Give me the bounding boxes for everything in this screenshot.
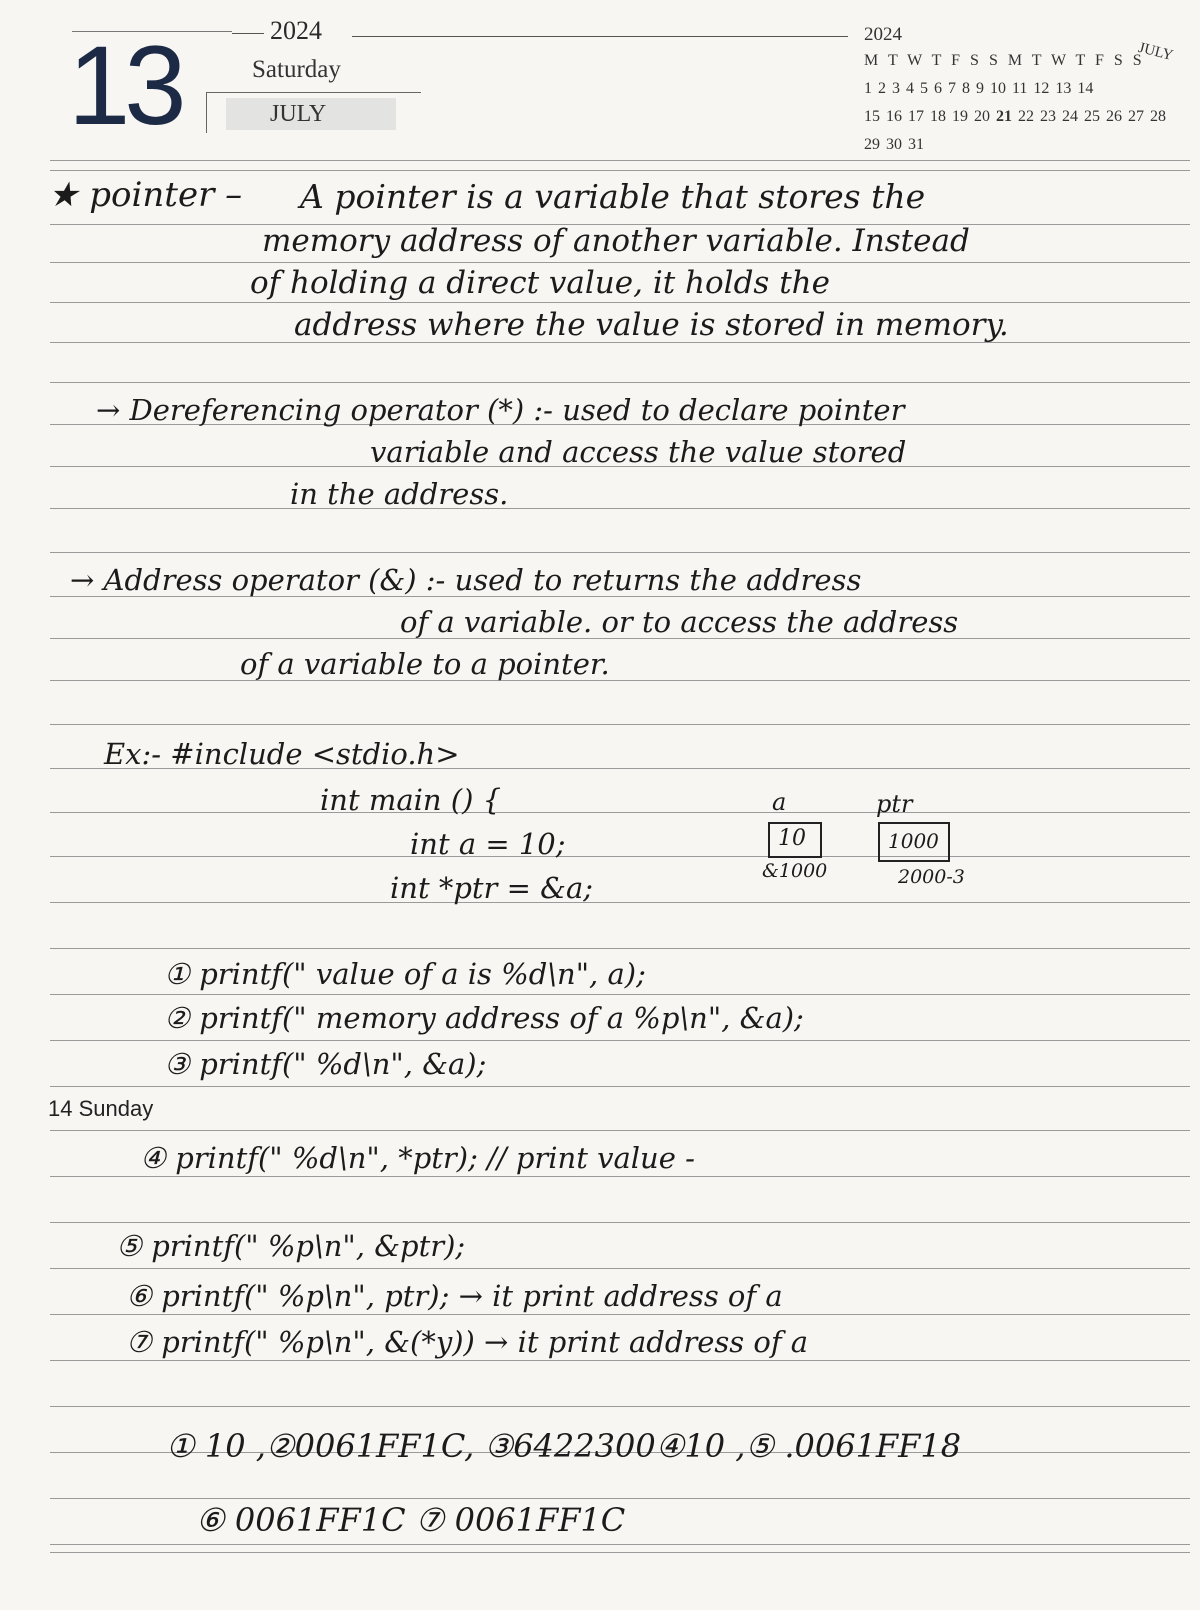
ruled-line bbox=[50, 302, 1190, 303]
ruled-line bbox=[50, 948, 1190, 949]
printf-line: ④ printf(" %d\n", *ptr); // print value - bbox=[140, 1141, 695, 1175]
header-rule bbox=[232, 33, 264, 34]
calendar-day: 21 bbox=[996, 108, 1012, 125]
calendar-day: 2 bbox=[878, 80, 886, 97]
pointer-definition-line: memory address of another variable. Instead bbox=[262, 223, 970, 259]
printf-line: ⑤ printf(" %p\n", &ptr); bbox=[116, 1229, 466, 1263]
ruled-line bbox=[50, 994, 1190, 995]
ruled-line bbox=[50, 1314, 1190, 1315]
ruled-line bbox=[50, 1268, 1190, 1269]
ruled-line bbox=[50, 724, 1190, 725]
ruled-line bbox=[50, 1222, 1190, 1223]
header-weekday: Saturday bbox=[252, 56, 341, 83]
calendar-day: 31 bbox=[908, 136, 924, 153]
memory-address-ptr: 2000-3 bbox=[898, 866, 965, 888]
calendar-day: 16 bbox=[886, 108, 902, 125]
pointer-definition-line: A pointer is a variable that stores the bbox=[300, 177, 926, 216]
ruled-line bbox=[50, 262, 1190, 263]
calendar-day: 12 bbox=[1033, 80, 1050, 97]
calendar-day: 22 bbox=[1018, 108, 1034, 125]
mini-calendar bbox=[864, 20, 1194, 160]
pointer-heading: ★ pointer – bbox=[48, 175, 243, 215]
ruled-line bbox=[50, 856, 1190, 857]
ruled-line bbox=[50, 680, 1190, 681]
dereferencing-operator-note: variable and access the value stored bbox=[370, 435, 907, 469]
calendar-row bbox=[864, 108, 1172, 126]
code-line: int a = 10; bbox=[410, 827, 566, 861]
calendar-day: 9 bbox=[976, 80, 984, 97]
calendar-year: 2024 bbox=[864, 24, 902, 45]
calendar-day: 19 bbox=[952, 108, 968, 125]
pointer-definition-line: of holding a direct value, it holds the bbox=[250, 265, 830, 301]
ruled-line bbox=[50, 1176, 1190, 1177]
ruled-line bbox=[50, 1040, 1190, 1041]
calendar-day: 28 bbox=[1150, 108, 1166, 125]
printf-line: ① printf(" value of a is %d\n", a); bbox=[164, 957, 646, 991]
output-line: ① 10 ,②0061FF1C, ③6422300④10 ,⑤ .0061FF18 bbox=[166, 1427, 962, 1465]
address-operator-note: → Address operator (&) :- used to returns the address bbox=[70, 563, 862, 597]
calendar-day: 17 bbox=[908, 108, 924, 125]
memory-value-ptr: 1000 bbox=[888, 829, 939, 853]
ruled-line bbox=[50, 1552, 1190, 1553]
code-line: int main () { bbox=[320, 783, 502, 817]
calendar-day: 3 bbox=[892, 80, 900, 97]
ruled-line bbox=[50, 1360, 1190, 1361]
header-year: 2024 bbox=[270, 16, 322, 45]
ruled-line bbox=[50, 160, 1190, 161]
address-operator-note: of a variable to a pointer. bbox=[240, 647, 610, 681]
printf-line: ② printf(" memory address of a %p\n", &a); bbox=[164, 1001, 804, 1035]
calendar-day: 29 bbox=[864, 136, 880, 153]
diagram-label-a: a bbox=[772, 788, 787, 816]
calendar-day: 11 bbox=[1012, 80, 1028, 97]
calendar-day: 30 bbox=[886, 136, 902, 153]
next-day-label: 14 Sunday bbox=[48, 1096, 154, 1121]
calendar-day: 14 bbox=[1077, 80, 1094, 97]
memory-box-a bbox=[768, 822, 822, 858]
output-line: ⑥ 0061FF1C ⑦ 0061FF1C bbox=[196, 1501, 626, 1539]
calendar-weekdays: M T W T F S S M T W T F S S bbox=[864, 52, 1145, 69]
ruled-line bbox=[50, 552, 1190, 553]
calendar-row bbox=[864, 136, 930, 154]
memory-address-a: &1000 bbox=[762, 860, 828, 882]
calendar-day: 26 bbox=[1106, 108, 1122, 125]
date-number: 13 bbox=[68, 23, 181, 148]
ruled-line bbox=[50, 1498, 1190, 1499]
calendar-day: 10 bbox=[990, 80, 1006, 97]
ruled-line bbox=[50, 382, 1190, 383]
memory-box-ptr bbox=[878, 822, 950, 862]
dereferencing-operator-note: → Dereferencing operator (*) :- used to declare pointer bbox=[96, 393, 905, 427]
dereferencing-operator-note: in the address. bbox=[290, 477, 509, 511]
ruled-line bbox=[50, 902, 1190, 903]
address-operator-note: of a variable. or to access the address bbox=[400, 605, 959, 639]
calendar-month: JULY bbox=[1136, 39, 1175, 65]
ruled-line bbox=[50, 1544, 1190, 1545]
calendar-day: 27 bbox=[1128, 108, 1144, 125]
calendar-day: 1 bbox=[864, 80, 872, 97]
printf-line: ③ printf(" %d\n", &a); bbox=[164, 1047, 487, 1081]
calendar-day: 15 bbox=[864, 108, 880, 125]
header-month: JULY bbox=[226, 98, 396, 130]
ruled-line bbox=[50, 812, 1190, 813]
calendar-day: 4 bbox=[906, 80, 914, 97]
pointer-definition-line: address where the value is stored in memory. bbox=[294, 307, 1009, 343]
calendar-day: 18 bbox=[930, 108, 946, 125]
calendar-day: 23 bbox=[1040, 108, 1056, 125]
diagram-label-ptr: ptr bbox=[876, 790, 913, 818]
calendar-day: 13 bbox=[1055, 80, 1072, 97]
ruled-line bbox=[50, 1130, 1190, 1131]
calendar-day: 6 bbox=[934, 80, 942, 97]
memory-value-a: 10 bbox=[778, 826, 806, 851]
calendar-day: 5 bbox=[920, 80, 928, 97]
header-rule bbox=[352, 36, 848, 37]
ruled-line bbox=[50, 1086, 1190, 1087]
ruled-line bbox=[50, 170, 1190, 171]
code-line: Ex:- #include <stdio.h> bbox=[104, 737, 460, 771]
calendar-day: 24 bbox=[1062, 108, 1078, 125]
code-line: int *ptr = &a; bbox=[390, 871, 594, 905]
ruled-line bbox=[50, 1406, 1190, 1407]
calendar-day: 8 bbox=[962, 80, 970, 97]
calendar-row bbox=[864, 80, 1099, 98]
calendar-day: 20 bbox=[974, 108, 990, 125]
ruled-line bbox=[50, 508, 1190, 509]
printf-line: ⑦ printf(" %p\n", &(*y)) → it print address of a bbox=[126, 1325, 809, 1359]
calendar-day: 7 bbox=[948, 80, 956, 97]
printf-line: ⑥ printf(" %p\n", ptr); → it print address of a bbox=[126, 1279, 783, 1313]
calendar-day: 25 bbox=[1084, 108, 1100, 125]
